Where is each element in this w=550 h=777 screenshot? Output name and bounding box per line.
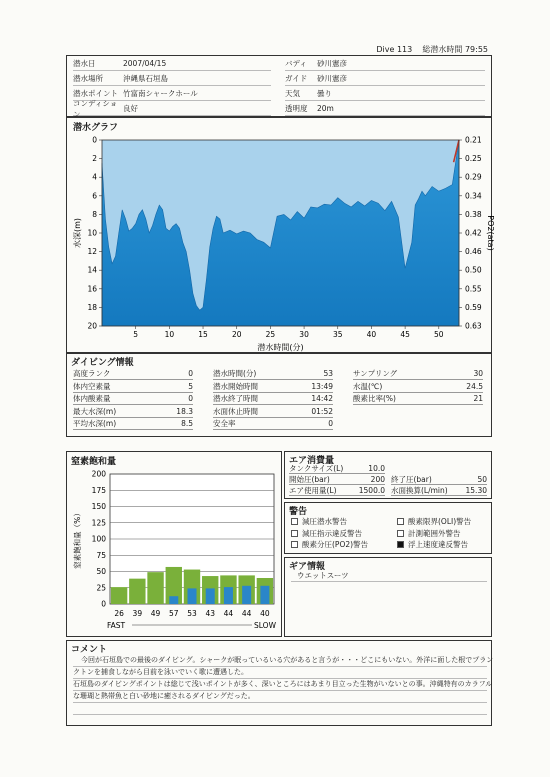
fast-label: FAST xyxy=(107,621,126,630)
x-tick-label: 20 xyxy=(231,330,242,339)
warning-checkbox xyxy=(397,541,404,548)
nitrogen-y-tick: 75 xyxy=(96,550,106,560)
surface-rate-value: 15.30 xyxy=(465,485,487,495)
nitrogen-bar-label: 57 xyxy=(169,609,179,618)
info-value: 沖縄県石垣島 xyxy=(123,74,168,83)
dive-info-value: 14:42 xyxy=(311,394,333,403)
warning-label: 計測範囲外警告 xyxy=(408,528,461,538)
nitrogen-bar-inner xyxy=(260,586,269,604)
info-label: 潜水ポイント xyxy=(73,89,118,98)
nitrogen-bar-inner xyxy=(224,587,233,604)
nitrogen-bar-label: 53 xyxy=(187,609,197,618)
start-pressure-value: 200 xyxy=(370,474,385,484)
y-tick-label: 16 xyxy=(87,284,97,294)
air-used-value: 1500.0 xyxy=(358,485,385,495)
dive-label: Dive xyxy=(376,45,395,54)
dive-info-value: 0 xyxy=(188,394,193,403)
start-pressure-row xyxy=(289,474,385,485)
dive-info-row xyxy=(73,418,193,430)
nitrogen-y-tick: 50 xyxy=(96,567,106,576)
nitrogen-bar-label: 43 xyxy=(205,609,215,618)
y2-tick-label: 0.38 xyxy=(465,209,482,219)
comment-divider xyxy=(73,714,487,715)
nitrogen-bar-inner xyxy=(242,586,251,604)
x-tick-label: 15 xyxy=(198,330,208,339)
dive-info-label: 高度ランク xyxy=(73,369,111,378)
end-pressure-row xyxy=(391,474,487,485)
x-tick-label: 40 xyxy=(366,330,377,339)
y2-tick-label: 0.42 xyxy=(465,228,482,238)
y-tick-label: 12 xyxy=(87,247,97,257)
dive-info-row xyxy=(73,381,193,393)
dive-info-value: 21 xyxy=(473,394,483,403)
info-value: 竹富南シャークホール xyxy=(123,89,198,98)
info-row-visibility xyxy=(285,102,485,116)
surface-rate-row xyxy=(391,485,487,496)
x-tick-label: 50 xyxy=(434,330,444,339)
nitrogen-y-tick: 100 xyxy=(91,534,106,544)
dive-info-label: サンプリング xyxy=(353,369,398,378)
dive-info-label: 平均水深(m) xyxy=(73,419,117,428)
dive-header xyxy=(376,44,488,55)
y-tick-label: 0 xyxy=(92,135,97,145)
slow-label: SLOW xyxy=(254,621,276,630)
gear-box xyxy=(284,557,492,637)
air-title: エア消費量 xyxy=(289,456,335,466)
dive-info-value: 30 xyxy=(473,369,483,378)
dive-info-value: 53 xyxy=(323,369,333,378)
warning-item xyxy=(291,539,368,550)
dive-info-row xyxy=(213,368,333,380)
warning-label: 酸素分圧(PO2)警告 xyxy=(302,540,369,549)
dive-graph xyxy=(66,130,495,354)
dive-graph-title: 潜水グラフ xyxy=(73,123,119,133)
dive-info-label: 体内空素量 xyxy=(73,381,111,391)
gear-text: ウエットスーツ xyxy=(297,571,349,580)
dive-info-row xyxy=(353,368,483,380)
y2-tick-label: 0.63 xyxy=(465,321,482,331)
y2-tick-label: 0.34 xyxy=(465,191,482,201)
y-tick-label: 8 xyxy=(92,209,97,219)
nitrogen-y-tick: 150 xyxy=(91,502,106,511)
dive-info-value: 13:49 xyxy=(311,381,333,391)
warning-item xyxy=(291,528,362,539)
nitrogen-bar-label: 40 xyxy=(260,609,270,618)
dive-info-value: 0 xyxy=(328,419,333,428)
info-row-guide xyxy=(285,72,485,86)
dive-info-row xyxy=(73,368,193,380)
tank-size-value: 10.0 xyxy=(368,464,385,473)
dive-info-row xyxy=(213,406,333,418)
dive-info-label: 潜水終了時間 xyxy=(213,394,258,403)
start-pressure-label: 開始圧(bar) xyxy=(289,474,330,484)
tank-size-row xyxy=(289,464,385,474)
dive-info-row xyxy=(73,406,193,418)
y-tick-label: 6 xyxy=(92,191,97,201)
y2-tick-label: 0.21 xyxy=(465,135,482,145)
warning-checkbox xyxy=(291,530,298,537)
y-tick-label: 10 xyxy=(87,228,97,238)
dive-info-label: 潜水時間(分) xyxy=(213,369,257,378)
info-value: 砂川憲彦 xyxy=(317,74,347,83)
warning-checkbox xyxy=(397,530,404,537)
info-value: 良好 xyxy=(123,104,138,113)
info-label: 潜水場所 xyxy=(73,74,103,83)
nitrogen-bar-inner xyxy=(187,588,196,604)
dive-info-row xyxy=(353,381,483,393)
nitrogen-bar xyxy=(111,587,127,604)
info-value: 曇り xyxy=(317,89,332,98)
comment-title: コメント xyxy=(71,645,108,655)
info-label: コンディション xyxy=(73,98,118,119)
dive-info-row xyxy=(73,393,193,405)
air-used-row xyxy=(289,485,385,496)
total-time: 79:55 xyxy=(464,45,488,54)
x-tick-label: 35 xyxy=(332,330,343,339)
nitrogen-y-tick: 175 xyxy=(91,485,106,495)
nitrogen-bar-label: 49 xyxy=(150,609,161,618)
y-tick-label: 2 xyxy=(92,154,97,164)
dive-info-value: 0 xyxy=(188,369,193,378)
x-tick-label: 30 xyxy=(299,330,309,339)
comment-line: 今回が石垣島での最後のダイビング。シャークが眠っているいる穴があると言うが・・・どこにもいない。外洋に面した根でプラン xyxy=(81,656,494,664)
dive-info-value: 01:52 xyxy=(311,406,333,416)
y-tick-label: 20 xyxy=(87,321,97,331)
air-box xyxy=(284,451,492,499)
nitrogen-bar-label: 26 xyxy=(114,609,124,618)
warning-item xyxy=(397,539,468,550)
warning-label: 減圧潜水警告 xyxy=(302,517,347,526)
nitrogen-y-tick: 200 xyxy=(91,469,106,479)
warning-checkbox xyxy=(397,518,404,525)
x-axis-label: 潜水時間(分) xyxy=(257,343,304,352)
warning-checkbox xyxy=(291,518,298,525)
nitrogen-title: 窒素飽和量 xyxy=(71,457,117,467)
dive-info-row xyxy=(213,418,333,430)
dive-info-value: 8.5 xyxy=(181,419,193,428)
warnings-title: 警告 xyxy=(289,507,308,517)
y2-tick-label: 0.55 xyxy=(465,284,482,294)
dive-info-label: 安全率 xyxy=(213,419,236,428)
nitrogen-y-tick: 25 xyxy=(96,583,106,593)
y2-tick-label: 0.50 xyxy=(465,265,482,275)
info-row-buddy xyxy=(285,57,485,71)
warning-item xyxy=(397,516,471,527)
nitrogen-y-tick: 0 xyxy=(101,599,106,609)
dive-info-value: 18.3 xyxy=(176,406,193,416)
info-value: 20m xyxy=(317,104,334,113)
dive-info-label: 酸素比率(%) xyxy=(353,394,396,403)
info-label: バディ xyxy=(285,59,307,68)
y-tick-label: 4 xyxy=(92,172,97,182)
warning-item xyxy=(291,516,347,527)
dive-number: 113 xyxy=(396,45,413,54)
x-tick-label: 45 xyxy=(400,330,410,339)
info-value: 砂川憲彦 xyxy=(317,59,347,68)
dive-info-label: 体内酸素量 xyxy=(73,394,111,403)
info-label: 透明度 xyxy=(285,104,308,113)
dive-info-label: 水温(℃) xyxy=(353,381,383,391)
x-tick-label: 5 xyxy=(133,330,139,339)
nitrogen-bar-inner xyxy=(169,596,178,604)
air-used-label: エア使用量(L) xyxy=(289,485,337,495)
y-tick-label: 14 xyxy=(87,265,97,275)
warning-label: 浮上速度違反警告 xyxy=(408,540,468,549)
dive-info-label: 最大水深(m) xyxy=(73,406,117,416)
gear-divider xyxy=(291,581,487,582)
x-tick-label: 10 xyxy=(164,330,175,339)
y2-tick-label: 0.29 xyxy=(465,172,482,182)
total-time-label: 総潜水時間 xyxy=(422,45,463,54)
dive-info-row xyxy=(213,393,333,405)
y2-tick-label: 0.25 xyxy=(465,154,482,164)
warning-label: 減圧指示違反警告 xyxy=(302,528,362,538)
y-tick-label: 18 xyxy=(87,302,97,312)
info-label: ガイド xyxy=(285,74,308,83)
y2-tick-label: 0.59 xyxy=(465,302,482,312)
nitrogen-chart xyxy=(66,464,282,636)
nitrogen-bar xyxy=(129,579,145,604)
gear-title: ギア情報 xyxy=(289,562,326,572)
info-label: 天気 xyxy=(285,89,300,98)
end-pressure-value: 50 xyxy=(477,474,487,484)
comment-line: 石垣島のダイビングポイントは総じて浅いポイントが多く、深いところにはあまり目立った生物がいないとの事。沖縄特有のカラフル xyxy=(73,680,493,688)
info-row-weather xyxy=(285,87,485,101)
nitrogen-bar-label: 39 xyxy=(132,609,143,618)
warning-label: 酸素限界(OLI)警告 xyxy=(408,517,472,526)
end-pressure-label: 終了圧(bar) xyxy=(391,474,432,484)
x-tick-label: 25 xyxy=(265,330,276,339)
comment-divider xyxy=(73,702,487,703)
dive-details-title: ダイビング情報 xyxy=(71,358,134,368)
nitrogen-bar-label: 44 xyxy=(223,609,234,618)
info-row-date xyxy=(73,57,271,71)
dive-info-value: 24.5 xyxy=(466,381,483,391)
info-row-condition xyxy=(73,98,271,119)
dive-info-label: 水面休止時間 xyxy=(213,406,258,416)
comment-line: な珊瑚と熱帯魚と白い砂地に癒されるダイビングだった。 xyxy=(73,692,255,700)
comment-box xyxy=(66,640,492,726)
dive-info-row xyxy=(353,393,483,405)
dive-info-label: 潜水開始時間 xyxy=(213,381,258,391)
warnings-box xyxy=(284,502,492,554)
comment-line: クトンを捕食しながら目前を泳いでいく歌に遭遇した。 xyxy=(73,668,248,676)
dive-details-box xyxy=(66,353,492,437)
dive-info-header-box xyxy=(66,55,492,117)
info-label: 潜水日 xyxy=(73,59,96,68)
warning-item xyxy=(397,528,461,539)
tank-size-label: タンクサイズ(L) xyxy=(289,464,344,473)
nitrogen-bar xyxy=(147,572,163,604)
nitrogen-bar-inner xyxy=(206,588,215,604)
dive-info-row xyxy=(213,381,333,393)
y-axis-label: 水深(m) xyxy=(73,217,82,249)
y2-axis-label: PO2(ata) xyxy=(486,215,495,251)
warning-checkbox xyxy=(291,541,298,548)
y2-tick-label: 0.46 xyxy=(465,247,482,257)
info-row-place xyxy=(73,72,271,86)
info-value: 2007/04/15 xyxy=(123,59,167,68)
nitrogen-y-tick: 125 xyxy=(91,518,106,528)
nitrogen-bar-label: 44 xyxy=(241,609,252,618)
dive-info-value: 5 xyxy=(188,381,193,391)
nitrogen-y-label: 窒素飽和量（%） xyxy=(73,509,82,569)
surface-rate-label: 水面換算(L/min) xyxy=(391,485,448,495)
